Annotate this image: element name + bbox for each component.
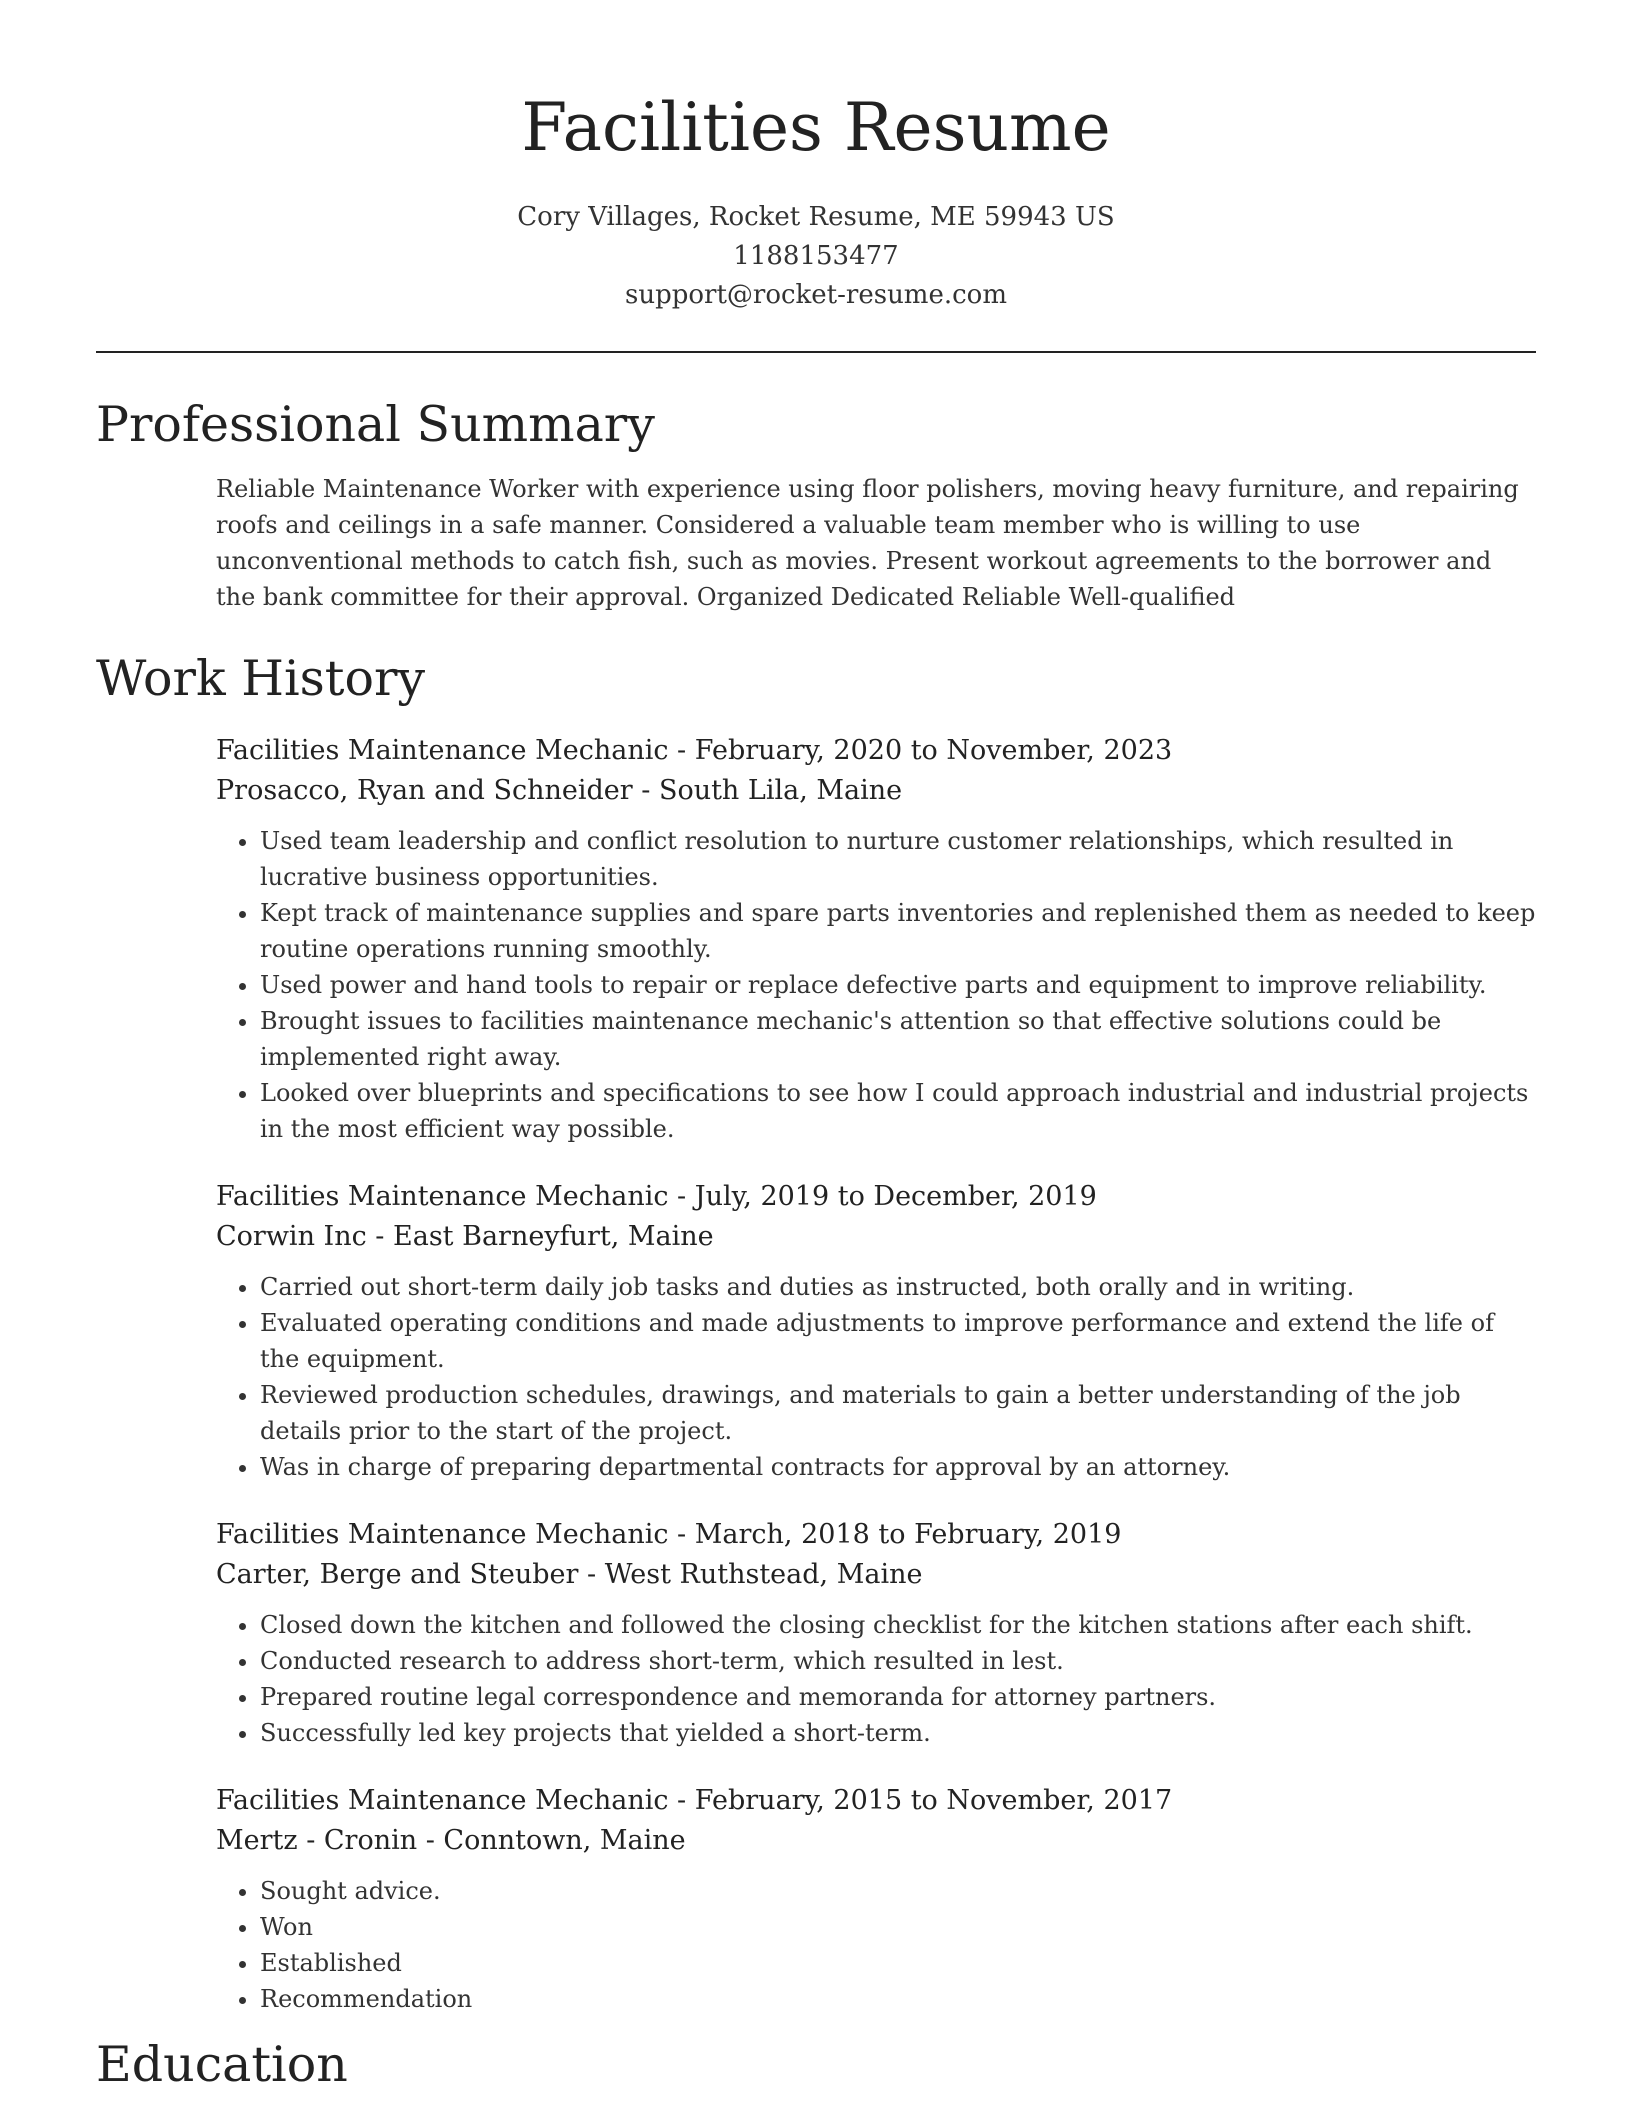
job-location: - West Ruthstead, Maine — [578, 1559, 923, 1590]
job-dates: - February, 2020 to November, 2023 — [668, 735, 1173, 766]
job-bullet: • Established — [260, 1945, 1536, 1981]
job-title-line — [216, 731, 1536, 771]
job-company: Prosacco, Ryan and Schneider — [216, 775, 633, 806]
job-bullet: • Used team leadership and conflict resolution to nurture customer relationships, which resulted in lucrative business opportunities. — [260, 823, 1536, 895]
summary-text: Reliable Maintenance Worker with experience using floor polishers, moving heavy furniture, and repairing roofs and ceilings in a safe manner. Considered a valuable team member who is willing to use unconventional methods to catch fish, such as movies. Present workout agreements to the borrower and the bank committee for their approval. Organized Dedicated Reliable Well-qualified — [216, 475, 1519, 611]
contact-address: Cory Villages, Rocket Resume, ME 59943 US — [517, 202, 1115, 232]
job-location: - Conntown, Maine — [417, 1825, 686, 1856]
job-entry — [216, 1781, 1536, 2017]
job-bullet: • Sought advice. — [260, 1873, 1536, 1909]
job-company: Corwin Inc — [216, 1221, 367, 1252]
job-entry — [216, 1515, 1536, 1751]
job-company-line — [216, 1821, 1536, 1861]
job-bullet: • Kept track of maintenance supplies and spare parts inventories and replenished them as needed to keep routine operations running smoothly. — [260, 895, 1536, 967]
job-dates: - March, 2018 to February, 2019 — [668, 1519, 1122, 1550]
job-bullet: • Prepared routine legal correspondence and memoranda for attorney partners. — [260, 1679, 1536, 1715]
job-company: Carter, Berge and Steuber — [216, 1559, 579, 1590]
job-bullet: • Recommendation — [260, 1981, 1536, 2017]
job-bullet: • Evaluated operating conditions and made adjustments to improve performance and extend the life of the equipment. — [260, 1305, 1536, 1377]
job-bullet: • Won — [260, 1909, 1536, 1945]
header-divider — [96, 351, 1536, 353]
job-bullet: • Used power and hand tools to repair or replace defective parts and equipment to improve reliability. — [260, 967, 1536, 1003]
contact-phone: 1188153477 — [733, 241, 899, 271]
job-entry — [216, 1177, 1536, 1485]
job-bullet: • Brought issues to facilities maintenance mechanic's attention so that effective solutions could be implemented right away. — [260, 1003, 1536, 1075]
job-bullets — [216, 823, 1536, 1147]
job-company: Mertz - Cronin — [216, 1825, 418, 1856]
section-title-education: Education — [96, 2036, 348, 2093]
job-bullet: • Carried out short-term daily job tasks and duties as instructed, both orally and in writing. — [260, 1269, 1536, 1305]
job-company-line — [216, 1555, 1536, 1595]
job-title-line — [216, 1515, 1536, 1555]
job-position: Facilities Maintenance Mechanic — [216, 1785, 669, 1816]
job-bullet: • Reviewed production schedules, drawings, and materials to gain a better understanding of the job details prior to the start of the project. — [260, 1377, 1536, 1449]
job-bullets — [216, 1607, 1536, 1751]
section-title-work-history: Work History — [96, 650, 426, 707]
resume-title: Facilities Resume — [521, 89, 1111, 166]
job-position: Facilities Maintenance Mechanic — [216, 1181, 669, 1212]
section-title-summary: Professional Summary — [96, 396, 655, 453]
job-bullet: • Successfully led key projects that yielded a short-term. — [260, 1715, 1536, 1751]
contact-info — [0, 198, 1632, 315]
job-bullet: • Closed down the kitchen and followed the closing checklist for the kitchen stations after each shift. — [260, 1607, 1536, 1643]
job-dates: - July, 2019 to December, 2019 — [668, 1181, 1097, 1212]
job-dates: - February, 2015 to November, 2017 — [668, 1785, 1173, 1816]
job-company-line — [216, 771, 1536, 811]
contact-email: support@rocket-resume.com — [624, 280, 1007, 310]
job-bullet: • Was in charge of preparing departmental contracts for approval by an attorney. — [260, 1449, 1536, 1485]
job-position: Facilities Maintenance Mechanic — [216, 1519, 669, 1550]
job-position: Facilities Maintenance Mechanic — [216, 735, 669, 766]
job-company-line — [216, 1217, 1536, 1257]
job-bullets — [216, 1873, 1536, 2017]
job-bullets — [216, 1269, 1536, 1485]
job-title-line — [216, 1177, 1536, 1217]
job-bullet: • Conducted research to address short-term, which resulted in lest. — [260, 1643, 1536, 1679]
job-entry — [216, 731, 1536, 1147]
job-location: - East Barneyfurt, Maine — [366, 1221, 714, 1252]
job-location: - South Lila, Maine — [632, 775, 903, 806]
job-bullet: • Looked over blueprints and specifications to see how I could approach industrial and industrial projects in the most efficient way possible. — [260, 1075, 1536, 1147]
resume-header — [0, 0, 1632, 315]
job-title-line — [216, 1781, 1536, 1821]
